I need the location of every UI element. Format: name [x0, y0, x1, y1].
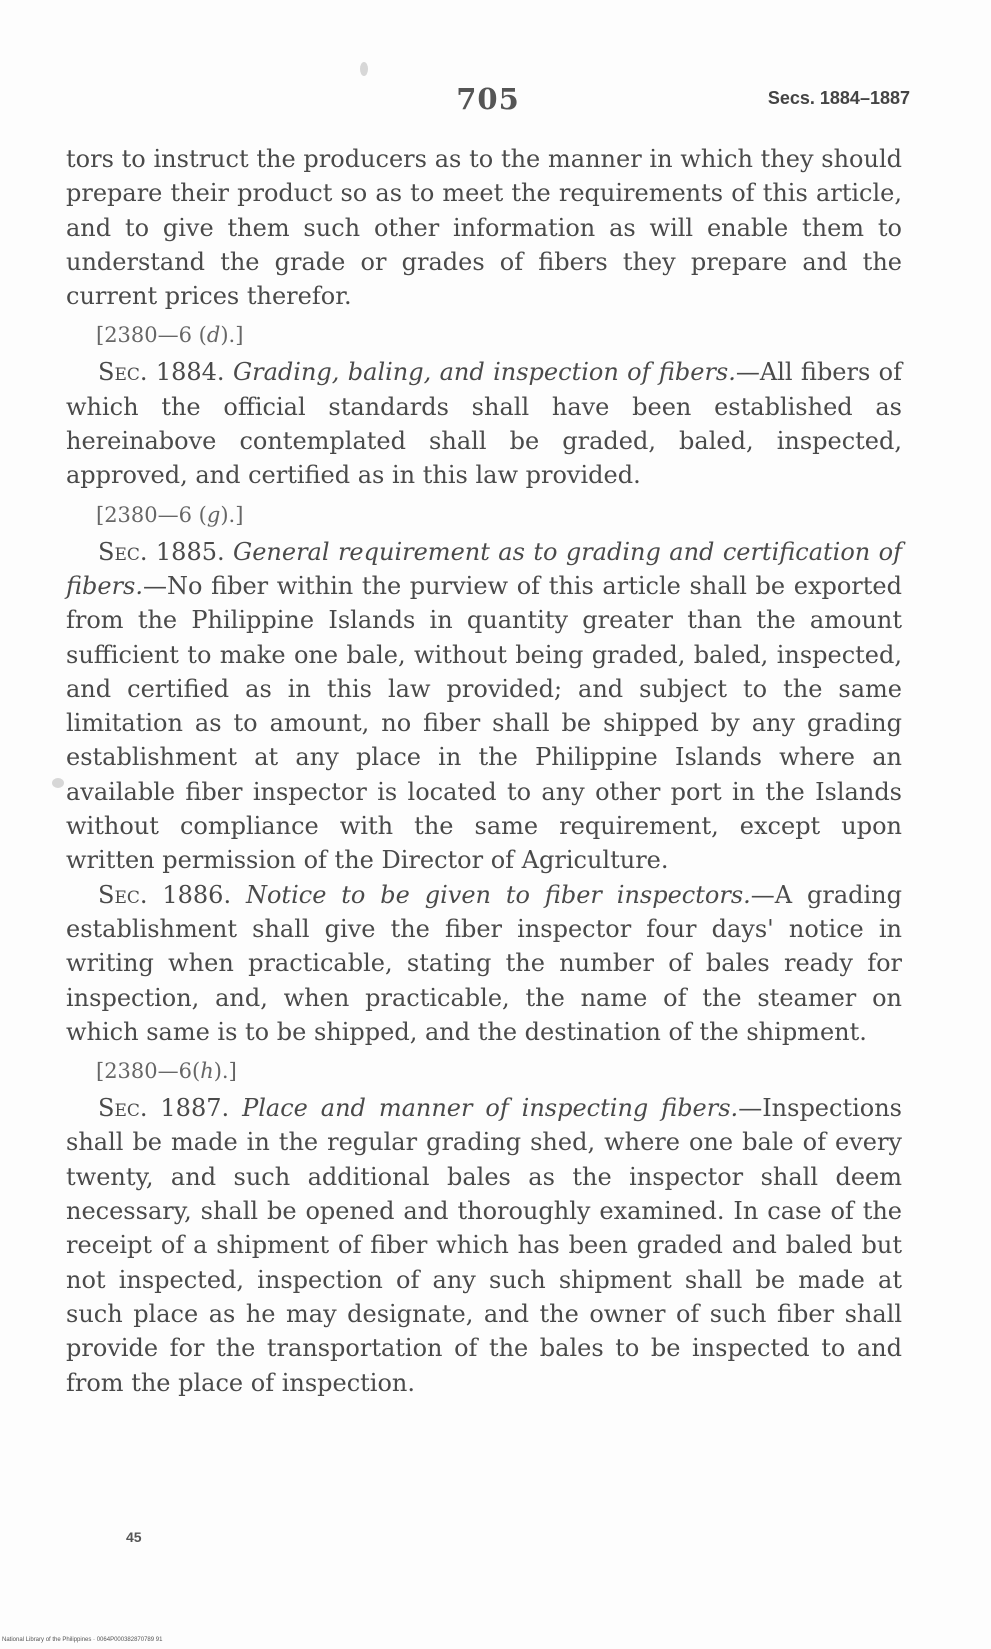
scan-attribution: National Library of the Philippines · 0064P000382870789 91 — [2, 1637, 163, 1643]
section-1887 — [66, 1091, 902, 1400]
section-label: Sec. 1886. — [98, 880, 232, 909]
page-number: 705 — [456, 82, 520, 116]
section-title: Place and manner of inspecting fibers. — [242, 1094, 739, 1123]
citation — [96, 499, 902, 531]
citation-text: [2380—6 ( — [96, 323, 207, 348]
section-range: Secs. 1884–1887 — [767, 88, 910, 108]
section-label: Sec. 1887. — [98, 1094, 230, 1123]
citation-text: ).] — [220, 323, 244, 348]
citation-text: [2380—6( — [96, 1059, 201, 1084]
section-title: Grading, baling, and inspection of fibers. — [232, 358, 736, 387]
document-body — [66, 142, 902, 1400]
section-text: —Inspections shall be made in the regular grading shed, where one bale of every twenty, and such additional bales as the inspector shall deem necessary, shall be opened and thoroughly examined. In case of the receipt of a shipment of fiber which has been graded and baled but not inspected, inspection of any such shipment shall be made at such place as he may designate, and the owner of such fiber shall provide for the transportation of the bales to be inspected to and from the place of inspection. — [66, 1094, 902, 1397]
citation-letter: d — [206, 323, 221, 348]
citation-letter: g — [206, 502, 221, 527]
section-1886 — [66, 878, 902, 1049]
section-text: —A grading establishment shall give the fiber inspector four days' notice in writing when practicable, stating the number of bales ready for inspection, and, when practicable, the name of the steamer on which same is to be shipped, and the destination of the shipment. — [66, 880, 902, 1046]
citation-text: [2380—6 ( — [96, 502, 207, 527]
citation-letter: h — [200, 1059, 214, 1084]
section-title: Notice to be given to fiber inspectors. — [245, 880, 751, 909]
ink-spot — [360, 62, 368, 76]
continued-paragraph: tors to instruct the producers as to the manner in which they should prepare their product so as to meet the requirements of this article, and to give them such other information as will enable them to understand the grade or grades of fibers they prepare and the current prices therefor. — [66, 145, 902, 311]
page-header — [66, 82, 910, 122]
citation — [96, 319, 902, 351]
section-1885 — [66, 535, 902, 878]
section-1884 — [66, 355, 902, 492]
citation-text: ).] — [213, 1059, 237, 1084]
citation — [96, 1055, 902, 1087]
citation-text: ).] — [220, 502, 244, 527]
section-text: —No fiber within the purview of this article shall be exported from the Philippine Islands in quantity greater than the amount sufficient to make one bale, without being graded, baled, inspected, and certified as in this law provided; and subject to the same limitation as to amount, no fiber shall be shipped by any grading establishment at any place in the Philippine Islands where an available fiber inspector is located to any other port in the Islands without compliance with the same requirement, except upon written permission of the Director of Agriculture. — [66, 571, 902, 875]
section-label: Sec. 1885. — [98, 537, 225, 566]
section-label: Sec. 1884. — [98, 358, 225, 387]
section-text: —All fibers of which the official standards shall have been established as hereinabove contemplated shall be graded, baled, inspected, approved, and certified as in this law provided. — [66, 358, 902, 490]
section-title: General requirement as to grading and certification of fibers. — [66, 537, 902, 600]
ink-spot — [52, 778, 64, 788]
signature-mark: 45 — [126, 1529, 142, 1545]
